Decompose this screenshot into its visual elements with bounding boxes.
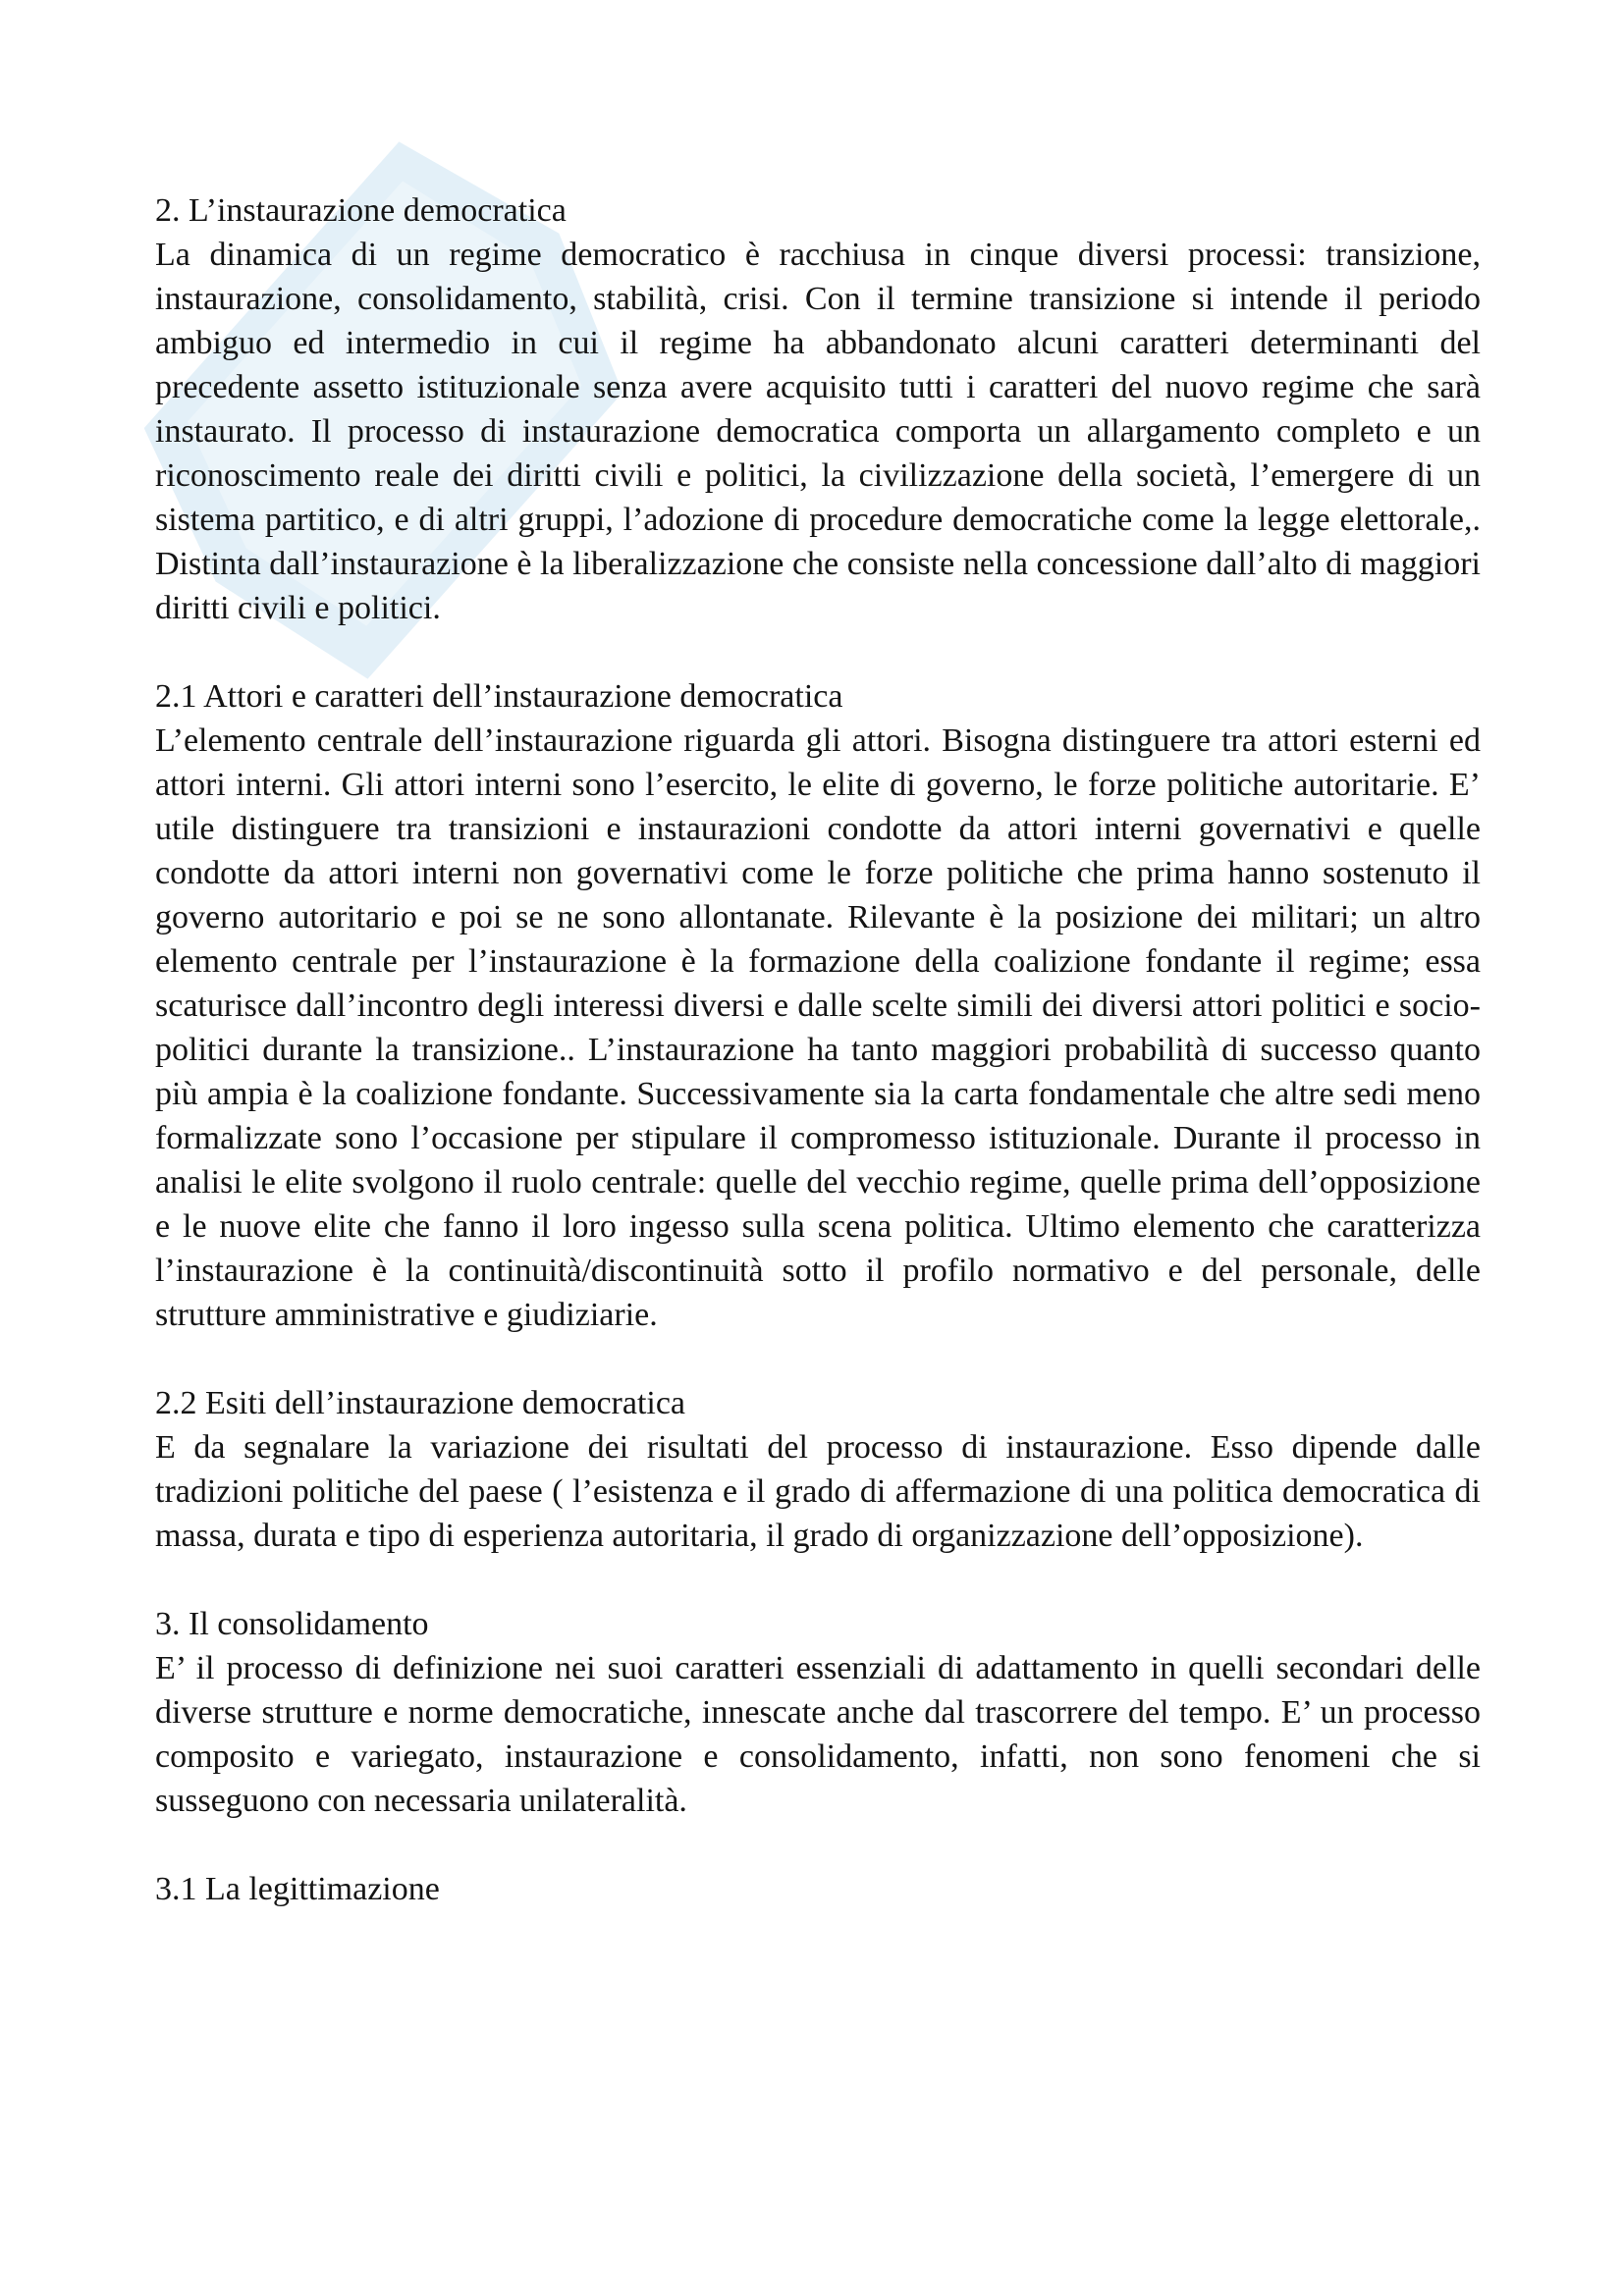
document-content bbox=[155, 188, 1481, 1955]
section-heading: 3.1 La legittimazione bbox=[155, 1871, 440, 1907]
section-paragraph: La dinamica di un regime democratico è racchiusa in cinque diversi processi: transizione, instaurazione, consolidamento, stabilità, crisi. Con il termine transizione si intende il periodo ambiguo ed intermedio in cui il regime ha abbandonato alcuni caratteri determinanti del precedente assetto istituzionale senza avere acquisito tutti i caratteri del nuovo regime che sarà instaurato. Il processo di instaurazione democratica comporta un allargamento completo e un riconoscimento reale dei diritti civili e politici, la civilizzazione della società, l’emergere di un sistema partitico, e di altri gruppi, l’adozione di procedure democratiche come la legge elettorale,. Distinta dall’instaurazione è la liberalizzazione che consiste nella concessione dall’alto di maggiori diritti civili e politici. bbox=[155, 237, 1481, 626]
section-heading: 2. L’instaurazione democratica bbox=[155, 192, 567, 229]
section-paragraph: L’elemento centrale dell’instaurazione riguarda gli attori. Bisogna distinguere tra attori esterni ed attori interni. Gli attori interni sono l’esercito, le elite di governo, le forze politiche autoritarie. E’ utile distinguere tra transizioni e instaurazioni condotte da attori interni governativi e quelle condotte da attori interni non governativi come le forze politiche che prima hanno sostenuto il governo autoritario e poi se ne sono allontanate. Rilevante è la posizione dei militari; un altro elemento centrale per l’instaurazione è la formazione della coalizione fondante il regime; essa scaturisce dall’incontro degli interessi diversi e dalle scelte simili dei diversi attori politici e socio-politici durante la transizione.. L’instaurazione ha tanto maggiori probabilità di successo quanto più ampia è la coalizione fondante. Successivamente sia la carta fondamentale che altre sedi meno formalizzate sono l’occasione per stipulare il compromesso istituzionale. Durante il processo in analisi le elite svolgono il ruolo centrale: quelle del vecchio regime, quelle prima dell’opposizione e le nuove elite che fanno il loro ingesso sulla scena politica. Ultimo elemento che caratterizza l’instaurazione è la continuità/discontinuità sotto il profilo normativo e del personale, delle strutture amministrative e giudiziarie. bbox=[155, 722, 1481, 1333]
section-heading: 2.1 Attori e caratteri dell’instaurazione democratica bbox=[155, 678, 843, 715]
section-heading: 3. Il consolidamento bbox=[155, 1606, 429, 1642]
section-paragraph: E da segnalare la variazione dei risultati del processo di instaurazione. Esso dipende dalle tradizioni politiche del paese ( l’esistenza e il grado di affermazione di una politica democratica di massa, durata e tipo di esperienza autoritaria, il grado di organizzazione dell’opposizione). bbox=[155, 1429, 1481, 1554]
section-heading: 2.2 Esiti dell’instaurazione democratica bbox=[155, 1385, 686, 1421]
section-esiti bbox=[155, 1381, 1481, 1558]
section-legittimazione bbox=[155, 1867, 1481, 1911]
section-attori-caratteri bbox=[155, 674, 1481, 1337]
section-paragraph: E’ il processo di definizione nei suoi caratteri essenziali di adattamento in quelli secondari delle diverse strutture e norme democratiche, innescate anche dal trascorrere del tempo. E’ un processo composito e variegato, instaurazione e consolidamento, infatti, non sono fenomeni che si susseguono con necessaria unilateralità. bbox=[155, 1650, 1481, 1819]
section-consolidamento bbox=[155, 1602, 1481, 1823]
section-instaurazione bbox=[155, 188, 1481, 630]
